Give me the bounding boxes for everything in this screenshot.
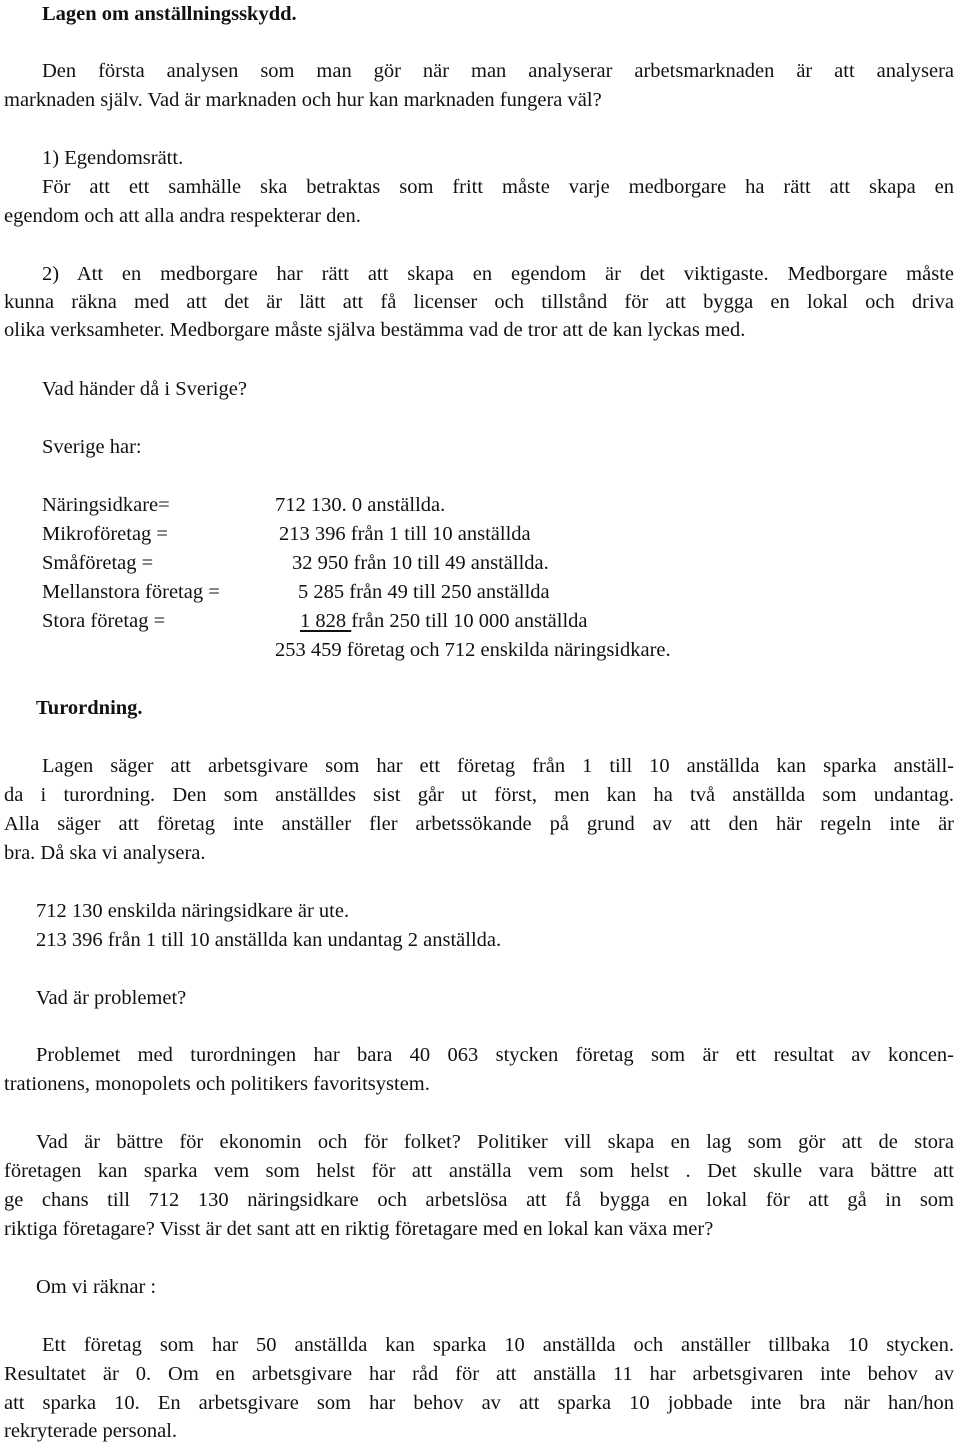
fact-line-2: 213 396 från 1 till 10 anställda kan undantag 2 anställda. [36, 929, 502, 951]
stats-value-smaforetag: 32 950 från 10 till 49 anställda. [292, 552, 549, 574]
stats-label-mikroforetag: Mikroföretag = [42, 523, 168, 545]
point2-line-3: olika verksamheter. Medborgare måste själva bestämma vad de tror att de kan lyckas med. [4, 319, 746, 341]
point1-line-1: För att ett samhälle ska betraktas som fritt måste varje medborgare ha rätt att skapa en [42, 176, 954, 198]
stats-label-naringsidkare: Näringsidkare= [42, 494, 170, 516]
better-line-3: ge chans till 712 130 näringsidkare och arbetslösa att få bygga en lokal för att gå in som [4, 1189, 954, 1211]
turordning-line-1: Lagen säger att arbetsgivare som har ett företag från 1 till 10 anställda kan sparka anställ- [42, 755, 954, 777]
intro-line-1: Den första analysen som man gör när man analyserar arbetsmarknaden är att analysera [42, 60, 954, 82]
point2-line-1: 2) Att en medborgare har rätt att skapa en egendom är det viktigaste. Medborgare måste [42, 263, 954, 285]
better-line-4: riktiga företagare? Visst är det sant att en riktig företagare med en lokal kan växa mer? [4, 1218, 714, 1240]
calc-line-3: att sparka 10. En arbetsgivare som har behov av att sparka 10 jobbade inte bra när han/hon [4, 1392, 954, 1414]
fact-line-1: 712 130 enskilda näringsidkare är ute. [36, 900, 350, 922]
problem-line-1: Problemet med turordningen har bara 40 063 stycken företag som är ett resultat av koncen- [36, 1044, 954, 1066]
stats-label-smaforetag: Småföretag = [42, 552, 154, 574]
calc-line-4: rekryterade personal. [4, 1420, 178, 1442]
intro-line-2: marknaden själv. Vad är marknaden och hur kan marknaden fungera väl? [4, 89, 602, 111]
point1-title: 1) Egendomsrätt. [42, 147, 184, 169]
question-problem: Vad är problemet? [36, 987, 187, 1009]
heading-lagen: Lagen om anställningsskydd. [42, 3, 297, 25]
turordning-line-3: Alla säger att företag inte anställer fler arbetssökande på grund av att den här regeln inte är [4, 813, 954, 835]
calc-line-1: Ett företag som har 50 anställda kan sparka 10 anställda och anställer tillbaka 10 stycken. [42, 1334, 954, 1356]
calc-line-2: Resultatet är 0. Om en arbetsgivare har råd för att anställa 11 har arbetsgivaren inte behov av [4, 1363, 954, 1385]
stats-label-stora: Stora företag = [42, 610, 166, 632]
stats-value-mikroforetag: 213 396 från 1 till 10 anställda [279, 523, 531, 545]
stats-value-stora [300, 609, 588, 633]
stats-label-mellanstora: Mellanstora företag = [42, 581, 220, 603]
point1-line-2: egendom och att alla andra respekterar den. [4, 205, 361, 227]
stats-total: 253 459 företag och 712 enskilda näringsidkare. [275, 639, 671, 661]
om-vi-raknar: Om vi räknar : [36, 1276, 157, 1298]
question-sverige: Vad händer då i Sverige? [42, 378, 247, 400]
stats-value-stora-underlined: 1 828 [300, 610, 352, 632]
turordning-line-4: bra. Då ska vi analysera. [4, 842, 206, 864]
sverige-har: Sverige har: [42, 436, 142, 458]
better-line-1: Vad är bättre för ekonomin och för folket? Politiker vill skapa en lag som gör att de stora [36, 1131, 954, 1153]
stats-value-stora-rest: från 250 till 10 000 anställda [351, 610, 588, 632]
turordning-line-2: da i turordning. Den som anställdes sist går ut först, men kan ha två anställda som undantag. [4, 784, 954, 806]
problem-line-2: trationens, monopolets och politikers favoritsystem. [4, 1073, 430, 1095]
better-line-2: företagen kan sparka vem som helst för att anställa vem som helst . Det skulle vara bättre att [4, 1160, 954, 1182]
heading-turordning: Turordning. [36, 697, 143, 719]
point2-line-2: kunna räkna med att det är lätt att få licenser och tillstånd för att bygga en lokal och driva [4, 291, 954, 313]
stats-value-naringsidkare: 712 130. 0 anställda. [275, 494, 446, 516]
stats-value-mellanstora: 5 285 från 49 till 250 anställda [298, 581, 550, 603]
